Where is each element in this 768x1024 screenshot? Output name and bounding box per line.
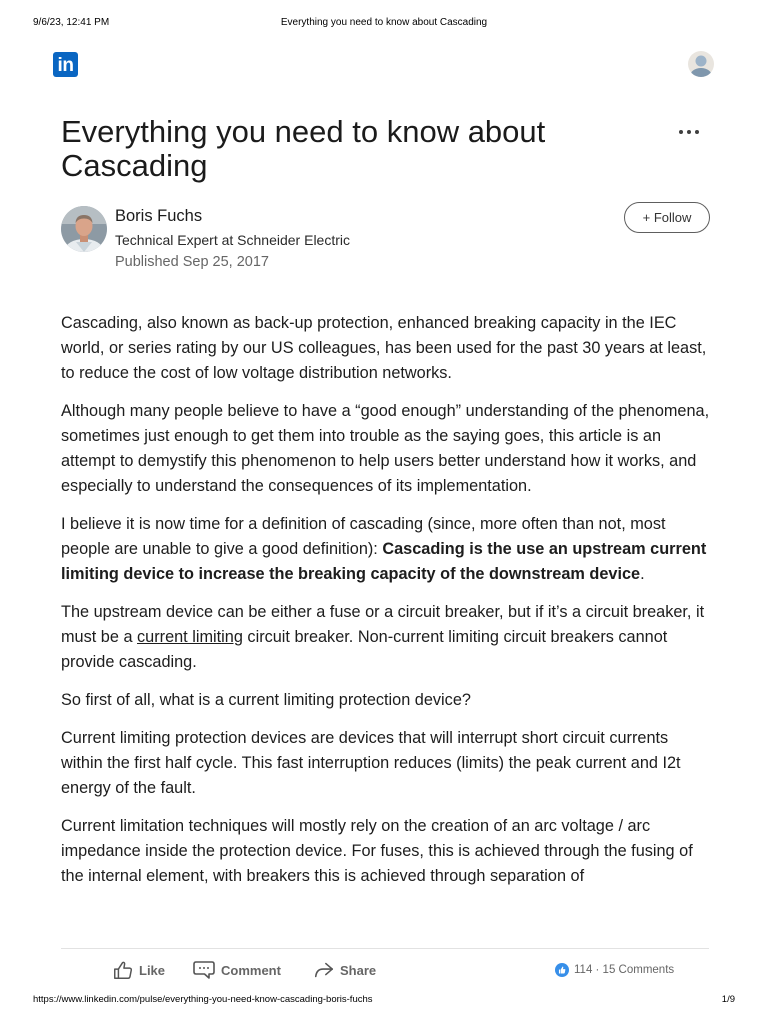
author-name[interactable]: Boris Fuchs <box>115 207 203 225</box>
paragraph-text: circuit breaker. Non-current limiting circuit breakers cannot provide cascading. <box>61 628 668 671</box>
current-limiting-link[interactable]: current limiting <box>137 628 243 646</box>
share-icon <box>313 959 335 981</box>
paragraph <box>61 688 711 713</box>
print-page-number: 1/9 <box>721 994 735 1005</box>
social-counts[interactable] <box>555 961 674 979</box>
author-avatar[interactable] <box>61 206 107 252</box>
comment-button[interactable] <box>192 957 281 983</box>
definition-bold-text: Cascading is the use an upstream current limiting device to increase the breaking capacity of the downstream device <box>61 540 707 583</box>
paragraph <box>61 726 711 801</box>
follow-button[interactable]: + Follow <box>624 202 710 233</box>
published-date: Published Sep 25, 2017 <box>115 254 269 270</box>
paragraph-text: . <box>640 565 645 583</box>
paragraph <box>61 399 711 499</box>
print-page-title: Everything you need to know about Cascading <box>280 17 488 28</box>
thumbs-up-icon <box>112 959 134 981</box>
share-label: Share <box>340 962 377 978</box>
paragraph-text: Current limitation techniques will mostly rely on the creation of an arc voltage / arc impedance inside the protection device. For fuses, this is achieved through the fusing of the internal element, with breakers this is achieved through separation of <box>61 817 693 885</box>
article-body <box>61 311 711 945</box>
print-url: https://www.linkedin.com/pulse/everything-you-need-know-cascading-boris-fuchs <box>33 994 373 1005</box>
like-button[interactable] <box>112 957 165 983</box>
paragraph-text: I believe it is now time for a definition of cascading (since, more often than not, most people are unable to give a good definition): <box>61 515 666 558</box>
print-datetime: 9/6/23, 12:41 PM <box>33 17 110 28</box>
paragraph-text: So first of all, what is a current limiting protection device? <box>61 691 471 709</box>
paragraph <box>61 512 711 587</box>
like-label: Like <box>139 962 166 978</box>
action-bar-divider <box>61 948 709 949</box>
paragraph <box>61 600 711 675</box>
paragraph-text: Although many people believe to have a “good enough” understanding of the phenomena, sometimes just enough to get them into trouble as the saying goes, this article is an attempt to demystify this phenomenon to help users better understand how it works, and especially to understand the consequences of its implementation. <box>61 402 710 495</box>
paragraph <box>61 311 711 386</box>
more-options-icon[interactable] <box>676 123 702 141</box>
article-title: Everything you need to know about Cascading <box>61 114 546 183</box>
comment-label: Comment <box>221 962 281 978</box>
paragraph-text: Cascading, also known as back-up protection, enhanced breaking capacity in the IEC world, or series rating by our US colleagues, has been used for the past 30 years at least, to reduce the cost of low voltage distribution networks. <box>61 314 707 382</box>
like-reaction-icon <box>555 963 569 977</box>
user-avatar-icon[interactable] <box>688 51 714 77</box>
paragraph-text: The upstream device can be either a fuse or a circuit breaker, but if it’s a circuit breaker, it must be a <box>61 603 705 646</box>
paragraph <box>61 814 711 889</box>
paragraph-text: Current limiting protection devices are devices that will interrupt short circuit currents within the first half cycle. This fast interruption reduces (limits) the peak current and I2t energy of the fault. <box>61 729 681 797</box>
author-headline: Technical Expert at Schneider Electric <box>115 232 350 248</box>
logo-text: in <box>57 55 74 76</box>
share-button[interactable] <box>313 957 376 983</box>
comment-icon <box>192 959 216 981</box>
linkedin-logo[interactable] <box>53 52 78 77</box>
reactions-and-comments-count: 114 · 15 Comments <box>574 964 675 976</box>
